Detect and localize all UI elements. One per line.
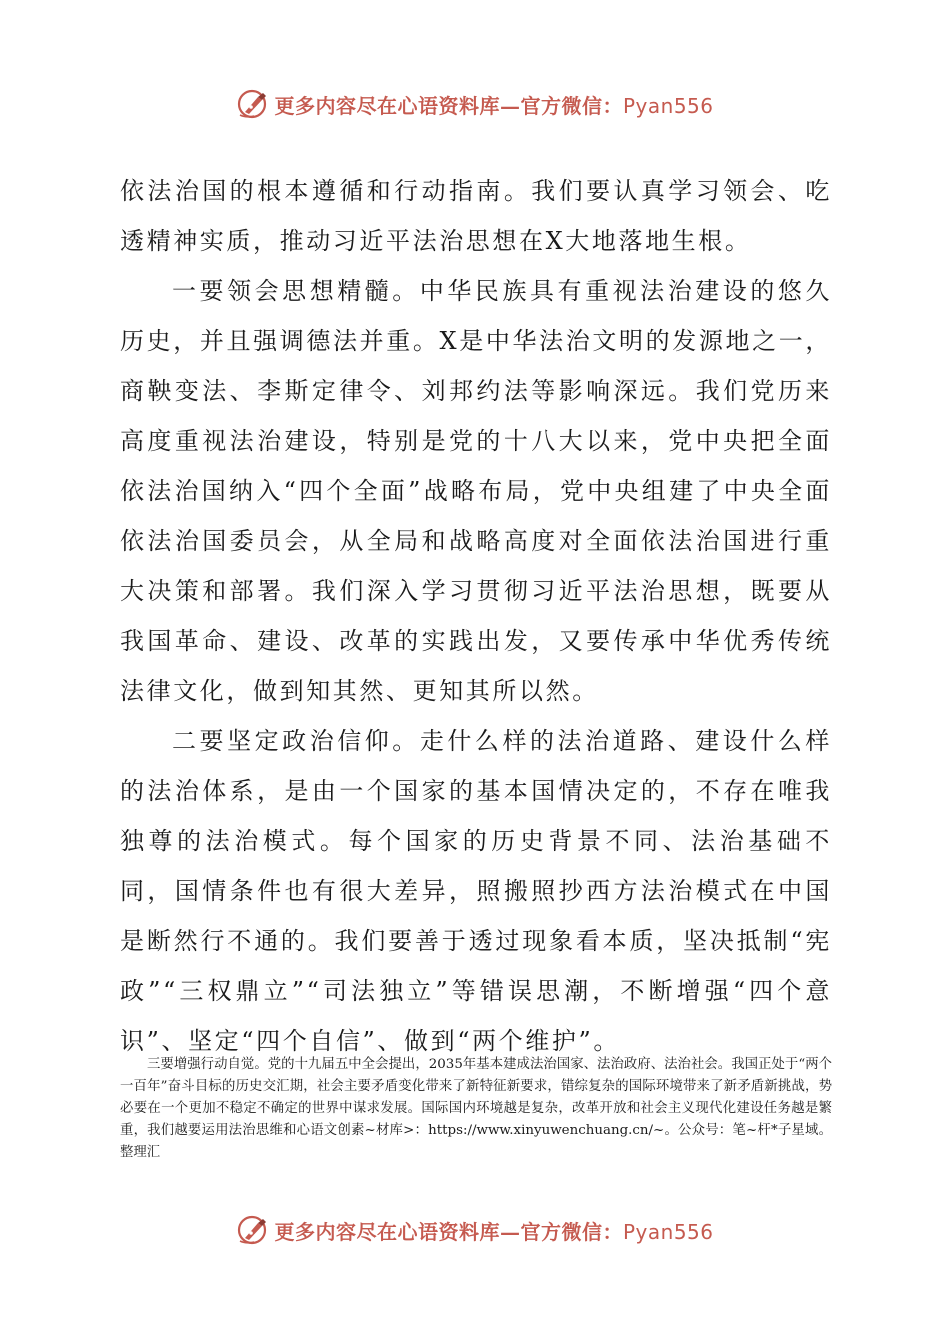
paragraph-point-three-small: 三要增强行动自觉。党的十九届五中全会提出，2035年基本建成法治国家、法治政府、法治社会。我国正处于“两个一百年”奋斗目标的历史交汇期，社会主要矛盾变化带来了新特征新要求，错综复杂的国际环境带来了新矛盾新挑战，势必要在一个更加不稳定不确定的世界中谋求发展。国际国内环境越是复杂，改革开放和社会主义现代化建设任务越是繁重，我们越要运用法治思维和心语文创素~材库>：https://www.xinyuwenchuang.cn/~。公众号：笔~杆*子星域。整理汇 bbox=[120, 1057, 832, 1160]
paragraph-point-two: 二要坚定政治信仰。走什么样的法治道路、建设什么样的法治体系，是由一个国家的基本国情决定的，不存在唯我独尊的法治模式。每个国家的历史背景不同、法治基础不同，国情条件也有很大差异，照搬照抄西方法治模式在中国是断然行不通的。我们要善于透过现象看本质，坚决抵制“宪政”“三权鼎立”“司法独立”等错误思潮，不断增强“四个意识”、坚定“四个自信”、做到“两个维护”。 bbox=[120, 727, 832, 1055]
footer-banner-text bbox=[274, 1216, 713, 1245]
banner-main-text: 更多内容尽在心语资料库—官方微信： bbox=[274, 93, 623, 118]
footer-banner-content bbox=[236, 1213, 713, 1247]
document-body bbox=[120, 166, 832, 1066]
wechat-id: Pyan556 bbox=[622, 93, 714, 118]
wechat-id: Pyan556 bbox=[622, 1219, 714, 1244]
header-banner[interactable] bbox=[0, 82, 950, 126]
header-banner-text bbox=[274, 90, 713, 119]
pen-nib-logo-icon bbox=[236, 87, 270, 121]
banner-main-text: 更多内容尽在心语资料库—官方微信： bbox=[274, 1219, 623, 1244]
paragraph-continuation: 依法治国的根本遵循和行动指南。我们要认真学习领会、吃透精神实质，推动习近平法治思想在X大地落地生根。 bbox=[120, 177, 832, 255]
header-banner-content bbox=[236, 87, 713, 121]
paragraph-point-one: 一要领会思想精髓。中华民族具有重视法治建设的悠久历史，并且强调德法并重。X是中华法治文明的发源地之一，商鞅变法、李斯定律令、刘邦约法等影响深远。我们党历来高度重视法治建设，特别是党的十八大以来，党中央把全面依法治国纳入“四个全面”战略布局，党中央组建了中央全面依法治国委员会，从全局和战略高度对全面依法治国进行重大决策和部署。我们深入学习贯彻习近平法治思想，既要从我国革命、建设、改革的实践出发，又要传承中华优秀传统法律文化，做到知其然、更知其所以然。 bbox=[120, 277, 832, 705]
footer-banner[interactable] bbox=[0, 1208, 950, 1252]
pen-nib-logo-icon bbox=[236, 1213, 270, 1247]
